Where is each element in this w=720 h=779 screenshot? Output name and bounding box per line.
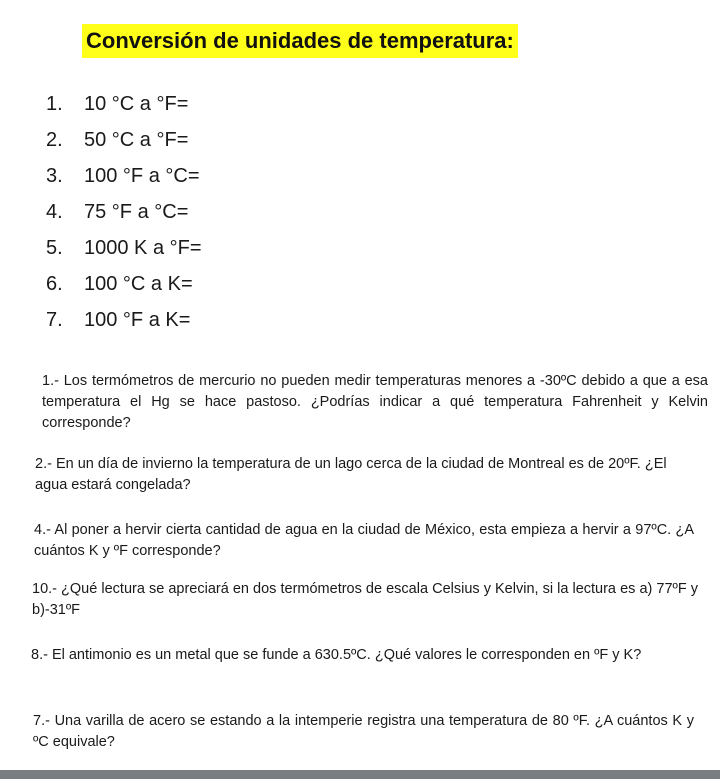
problem-paragraph: 7.- Una varilla de acero se estando a la intemperie registra una temperatura de 80 ºF. ¿A cuántos K y ºC equivale? (33, 713, 694, 750)
page-title: Conversión de unidades de temperatura: (82, 24, 518, 58)
problem-paragraph: 10.- ¿Qué lectura se apreciará en dos termómetros de escala Celsius y Kelvin, si la lectura es a) 77ºF y b)-31ºF (32, 581, 698, 618)
exercise-text: 75 °F a °C= (84, 201, 189, 223)
exercise-number: 7. (46, 309, 63, 331)
problem-paragraph: 4.- Al poner a hervir cierta cantidad de agua en la ciudad de México, esta empieza a hervir a 97ºC. ¿A cuántos K y ºF corresponde? (34, 522, 694, 559)
exercise-number: 3. (46, 165, 63, 187)
problem-paragraph: 1.- Los termómetros de mercurio no pueden medir temperaturas menores a -30ºC debido a que a esa temperatura el Hg se hace pastoso. ¿Podrías indicar a qué temperatura Fahrenheit y Kelvin corresponde? (42, 373, 708, 431)
exercise-number: 1. (46, 93, 63, 115)
exercise-number: 2. (46, 129, 63, 151)
exercise-text: 100 °C a K= (84, 273, 193, 295)
exercise-number: 4. (46, 201, 63, 223)
exercise-text: 10 °C a °F= (84, 93, 189, 115)
bottom-bar (0, 770, 720, 779)
exercise-text: 100 °F a K= (84, 309, 191, 331)
problem-paragraph: 8.- El antimonio es un metal que se funde a 630.5ºC. ¿Qué valores le corresponden en ºF y K? (31, 647, 642, 663)
exercise-number: 6. (46, 273, 63, 295)
problem-paragraph: 2.- En un día de invierno la temperatura de un lago cerca de la ciudad de Montreal es de 20ºF. ¿El agua estará congelada? (35, 456, 667, 493)
exercise-number: 5. (46, 237, 63, 259)
exercise-text: 1000 K a °F= (84, 237, 202, 259)
exercise-text: 50 °C a °F= (84, 129, 189, 151)
exercise-text: 100 °F a °C= (84, 165, 200, 187)
